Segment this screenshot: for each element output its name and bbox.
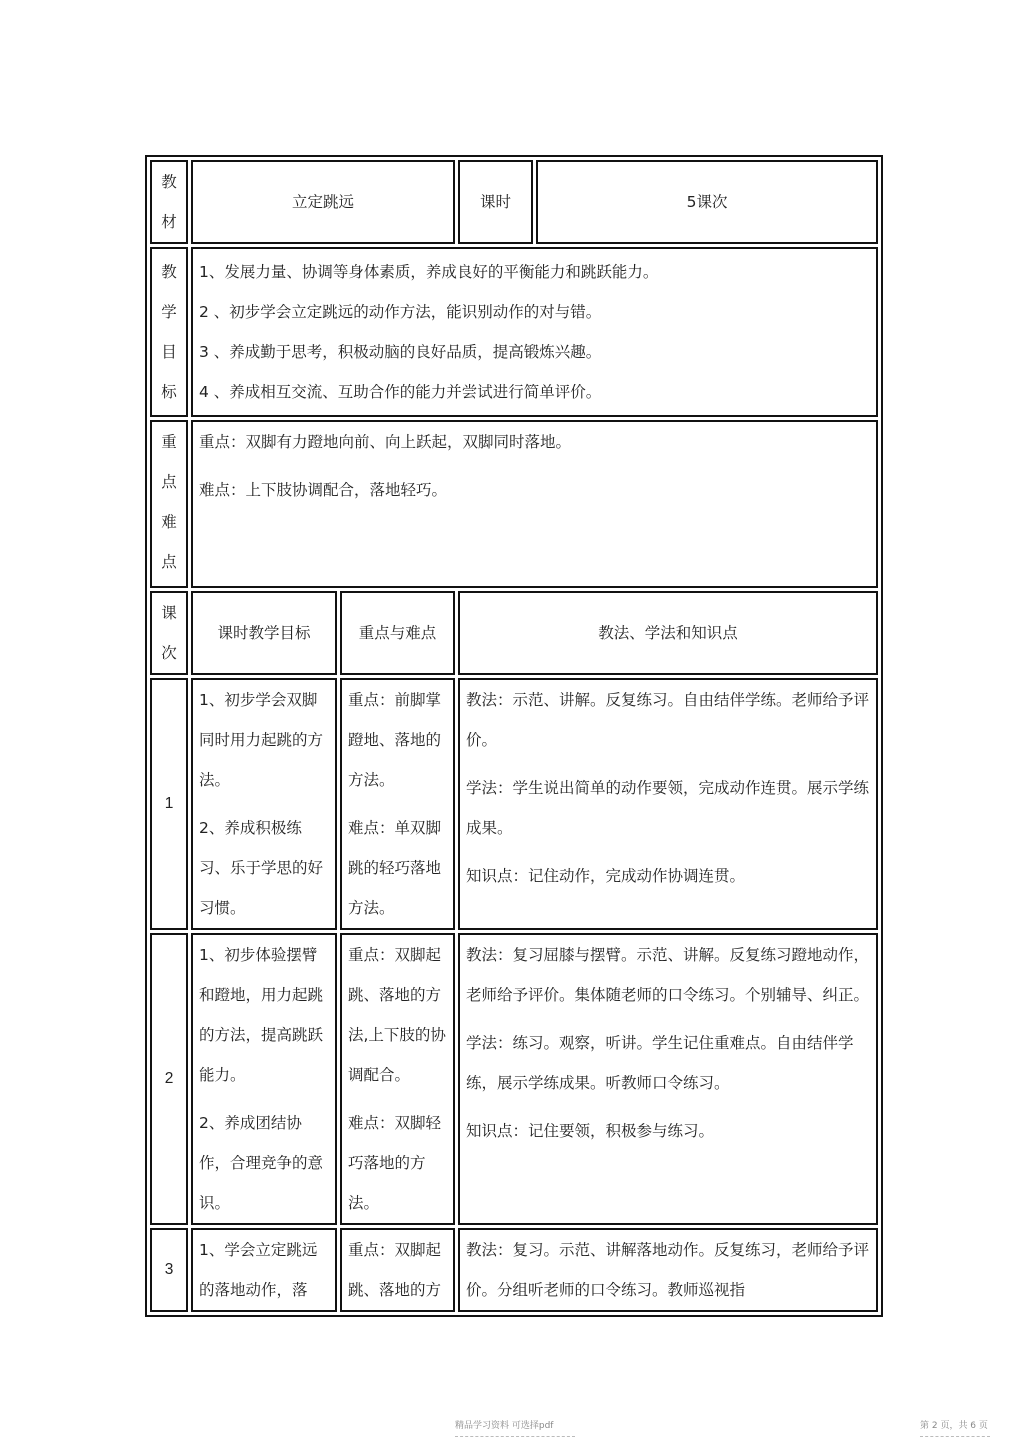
lesson-key: [340, 933, 455, 1225]
footer-divider: [920, 1436, 990, 1437]
hours-label: 课时: [458, 160, 533, 244]
lesson-method-item: 教法：示范、讲解。反复练习。自由结伴学练。老师给予评价。: [466, 691, 870, 749]
lesson-key-item: 重点：双脚起跳、落地的方法,上下肢的协调配合。: [348, 946, 446, 1084]
col-goal-header: 课时教学目标: [191, 591, 337, 675]
lesson-method-item: 教法：复习屈膝与摆臂。示范、讲解。反复练习蹬地动作，老师给予评价。集体随老师的口令练习。个别辅导、纠正。: [466, 946, 870, 1004]
lesson-method-item: 学法：练习。观察，听讲。学生记住重难点。自由结伴学练，展示学练成果。听教师口令练习。: [466, 1034, 854, 1092]
lesson-key-item: 重点：前脚掌蹬地、落地的方法。: [348, 691, 442, 789]
label-char: 教: [161, 173, 177, 191]
label-char: 目: [161, 343, 177, 361]
lesson-key-item: 难点：单双脚跳的轻巧落地方法。: [348, 819, 442, 917]
label-char: 学: [161, 303, 177, 321]
lesson-method: [458, 1228, 878, 1312]
lesson-key: [340, 1228, 455, 1312]
footer-divider: [455, 1436, 575, 1437]
lesson-number: 3: [150, 1228, 188, 1312]
goal-item: 2 、初步学会立定跳远的动作方法，能识别动作的对与错。: [199, 303, 602, 321]
lesson-row: [150, 678, 878, 930]
goal-item: 1、发展力量、协调等身体素质，养成良好的平衡能力和跳跃能力。: [199, 263, 659, 281]
label-char: 点: [161, 473, 177, 491]
difficulty-text: 难点：上下肢协调配合，落地轻巧。: [199, 481, 448, 499]
label-char: 课: [161, 604, 177, 622]
keypoints-content: [191, 420, 878, 588]
lesson-goal-item: 2、养成团结协作，合理竞争的意识。: [199, 1114, 324, 1212]
lesson-row: [150, 1228, 878, 1312]
keypoints-row: [150, 420, 878, 588]
lesson-goal: [191, 678, 337, 930]
focus-text: 重点：双脚有力蹬地向前、向上跃起，双脚同时落地。: [199, 433, 572, 451]
goal-item: 3 、养成勤于思考，积极动脑的良好品质，提高锻炼兴趣。: [199, 343, 602, 361]
goal-item: 4 、养成相互交流、互助合作的能力并尝试进行简单评价。: [199, 383, 602, 401]
label-char: 重: [161, 433, 177, 451]
lesson-key-item: 难点：双脚轻巧落地的方法。: [348, 1114, 442, 1212]
lesson-key: [340, 678, 455, 930]
lesson-goal-item: 1、初步学会双脚同时用力起跳的方法。: [199, 691, 324, 789]
goals-row: [150, 247, 878, 417]
lesson-goal-item: 1、学会立定跳远的落地动作，落: [199, 1241, 318, 1299]
lesson-goal-item: 2、养成积极练习、乐于学思的好习惯。: [199, 819, 324, 917]
col-method-header: 教法、学法和知识点: [458, 591, 878, 675]
lesson-method-item: 教法：复习。示范、讲解落地动作。反复练习，老师给予评价。分组听老师的口令练习。教师巡视指: [466, 1241, 870, 1299]
lesson-goal: [191, 1228, 337, 1312]
lesson-method-item: 知识点：记住要领，积极参与练习。: [466, 1122, 715, 1140]
col-lesson-header: [150, 591, 188, 675]
goals-content: [191, 247, 878, 417]
lesson-method: [458, 933, 878, 1225]
label-char: 材: [161, 213, 177, 231]
footer-left-text: 精品学习资料 可选择pdf: [455, 1421, 554, 1431]
hours-value: 5课次: [536, 160, 878, 244]
page-number: 第 2 页，共 6 页: [920, 1421, 988, 1431]
lesson-key-item: 重点：双脚起跳、落地的方: [348, 1241, 442, 1299]
label-char: 次: [161, 644, 177, 662]
material-label: [150, 160, 188, 244]
label-char: 标: [161, 383, 177, 401]
lesson-goal-item: 1、初步体验摆臂和蹬地，用力起跳的方法，提高跳跃能力。: [199, 946, 324, 1084]
label-char: 点: [161, 553, 177, 571]
goals-label: [150, 247, 188, 417]
lesson-number: 2: [150, 933, 188, 1225]
material-value: 立定跳远: [191, 160, 455, 244]
column-header-row: [150, 591, 878, 675]
lesson-method-item: 知识点：记住动作，完成动作协调连贯。: [466, 867, 746, 885]
lesson-plan-table: [145, 155, 883, 1317]
lesson-number: 1: [150, 678, 188, 930]
col-key-header: 重点与难点: [340, 591, 455, 675]
material-row: [150, 160, 878, 244]
lesson-method-item: 学法：学生说出简单的动作要领，完成动作连贯。展示学练成果。: [466, 779, 870, 837]
keypoints-label: [150, 420, 188, 588]
lesson-method: [458, 678, 878, 930]
label-char: 教: [161, 263, 177, 281]
lesson-row: [150, 933, 878, 1225]
lesson-goal: [191, 933, 337, 1225]
label-char: 难: [161, 513, 177, 531]
